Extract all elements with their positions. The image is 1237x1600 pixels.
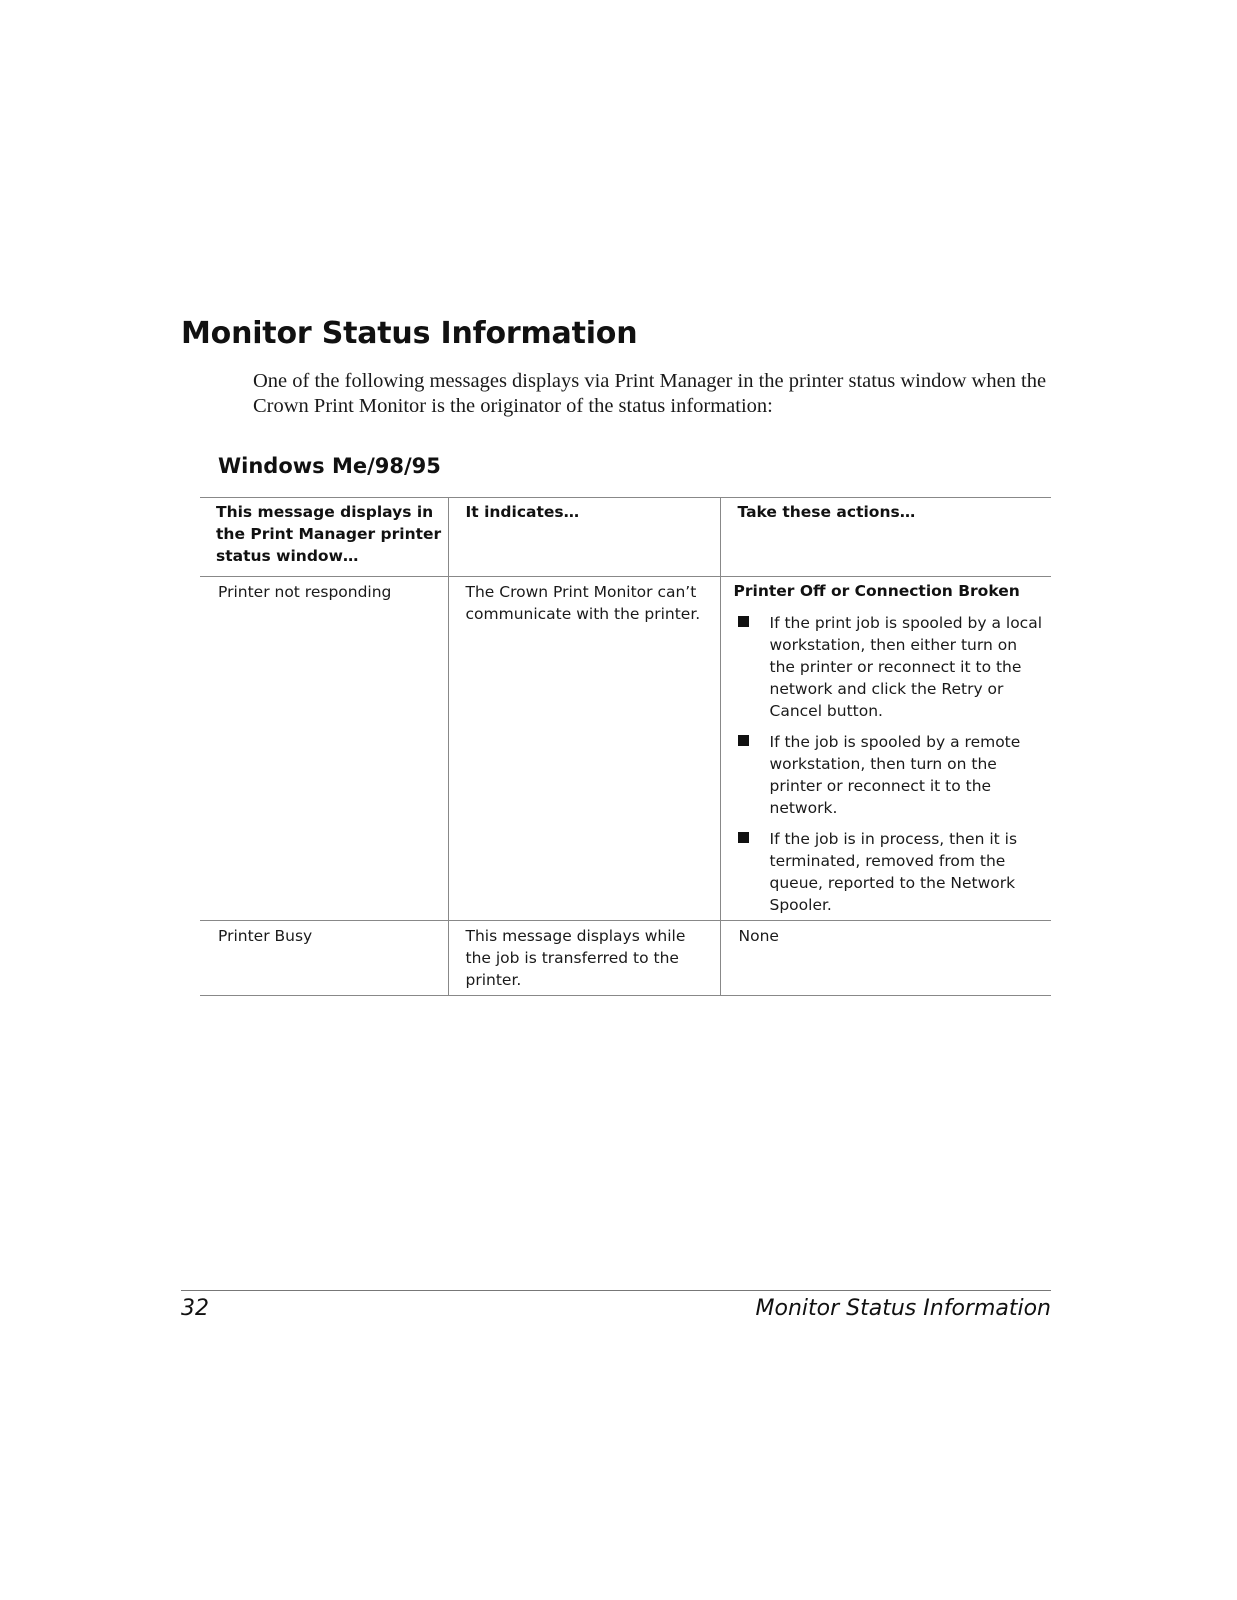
action-text: If the job is spooled by a remote workstation, then turn on the printer or reconnect it to the network. [769, 733, 1021, 817]
actions-list [734, 612, 1048, 916]
column-header-indicates: It indicates… [448, 498, 720, 577]
list-item [734, 731, 1048, 819]
action-text: If the job is in process, then it is terminated, removed from the queue, reported to the Network Spooler. [769, 830, 1018, 914]
indicates-cell: This message displays while the job is transferred to the printer. [448, 921, 720, 996]
table-header [200, 498, 1051, 577]
column-header-message: This message displays in the Print Manager printer status window… [216, 503, 442, 565]
list-item [734, 612, 1048, 722]
list-item [734, 828, 1048, 916]
message-cell: Printer not responding [218, 583, 392, 601]
indicates-cell: The Crown Print Monitor can’t communicate with the printer. [448, 577, 720, 921]
table-row [200, 577, 1051, 921]
status-table [200, 497, 1051, 996]
actions-cell: None [720, 921, 1051, 996]
footer-divider [181, 1290, 1051, 1291]
section-title: Windows Me/98/95 [218, 454, 441, 478]
page-number: 32 [181, 1296, 209, 1321]
table-header-row [200, 498, 1051, 577]
page-title: Monitor Status Information [181, 316, 638, 351]
running-footer-title: Monitor Status Information [755, 1296, 1051, 1321]
square-bullet-icon [738, 832, 749, 843]
actions-heading: Printer Off or Connection Broken [733, 582, 1020, 600]
message-cell: Printer Busy [218, 927, 313, 945]
square-bullet-icon [738, 735, 749, 746]
square-bullet-icon [738, 616, 749, 627]
table-row [200, 921, 1051, 996]
action-text: If the print job is spooled by a local workstation, then either turn on the printer or reconnect it to the network and click the Retry or Cancel button. [769, 614, 1042, 720]
intro-paragraph: One of the following messages displays via Print Manager in the printer status window when the Crown Print Monitor is the originator of the status information: [253, 370, 1047, 417]
actions-cell [720, 577, 1051, 921]
column-header-actions: Take these actions… [720, 498, 1051, 577]
